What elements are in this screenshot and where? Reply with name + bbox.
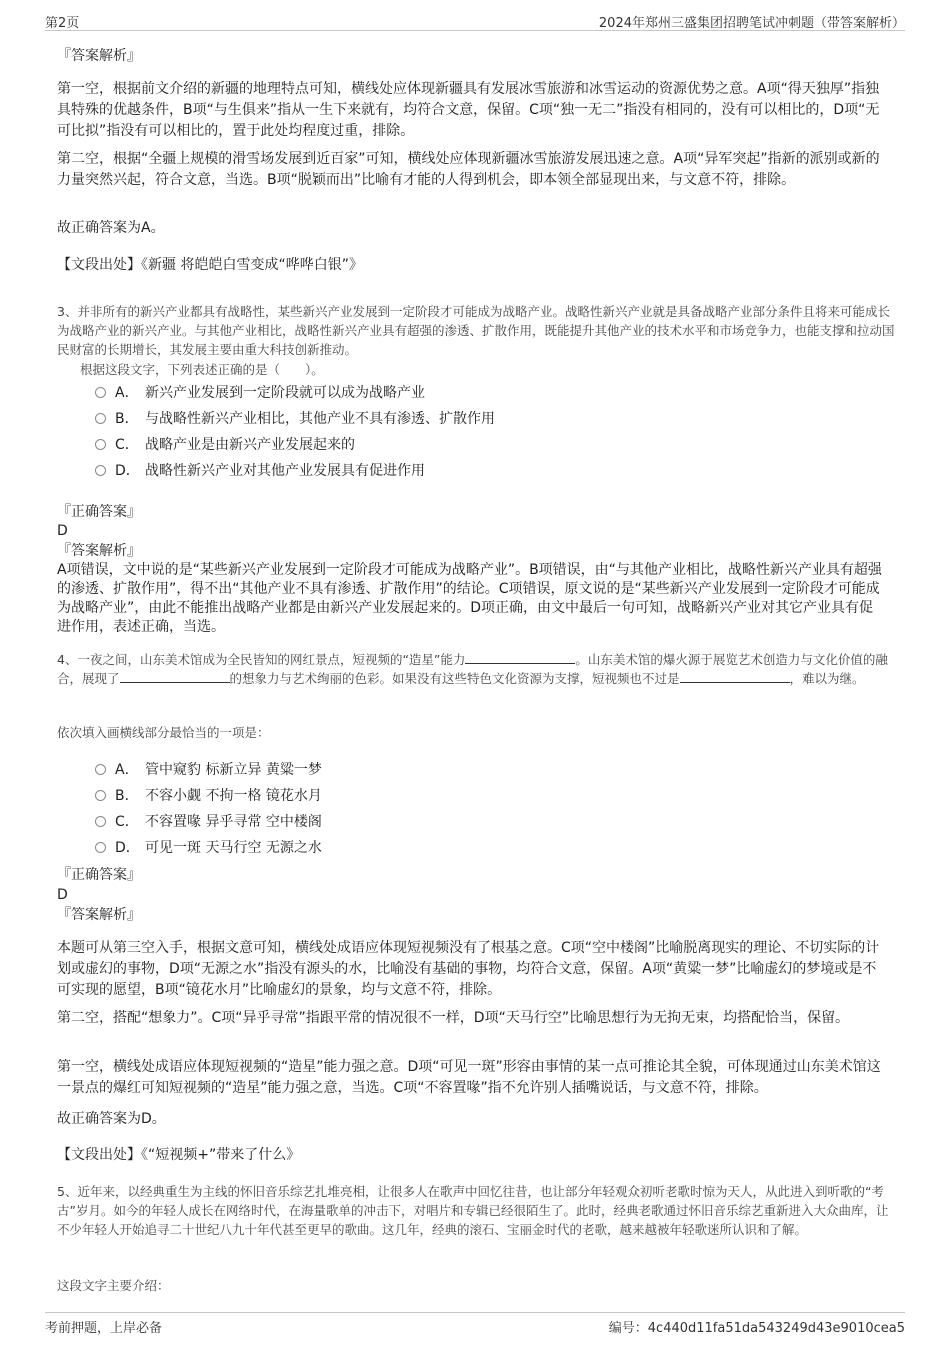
analysis-label: 『答案解析』 xyxy=(57,907,141,923)
page-header xyxy=(45,10,905,31)
page-number: 第2页 xyxy=(45,16,80,31)
radio-icon[interactable] xyxy=(95,764,106,775)
q4-option-c[interactable]: C． 不容置喙 异乎寻常 空中楼阁 xyxy=(95,812,322,832)
radio-icon[interactable] xyxy=(95,816,106,827)
q3-option-d[interactable]: D． 战略性新兴产业对其他产业发展具有促进作用 xyxy=(95,461,425,481)
q3-option-a[interactable]: A． 新兴产业发展到一定阶段就可以成为战略产业 xyxy=(95,383,425,403)
fill-blank xyxy=(120,670,230,683)
analysis-label: 『答案解析』 xyxy=(57,543,141,559)
radio-icon[interactable] xyxy=(95,465,106,476)
source-title: 《新疆 将皑皑白雪变成“哗哗白银”》 xyxy=(141,257,363,273)
q3-option-b[interactable]: B． 与战略性新兴产业相比，其他产业不具有渗透、扩散作用 xyxy=(95,409,495,429)
q4-analysis-p1: 本题可从第三空入手，根据文意可知，横线处成语应体现短视频没有了根基之意。C项“空中楼阁”比喻脱离现实的理论、不切实际的计划或虚幻的事物，D项“无源之水”指没有源头的水，比喻没有基础的事物，均符合文意，保留。A项“黄粱一梦”比喻虚幻的梦境或是不可实现的愿望，B项“镜花水月”比喻虚幻的景象，均与文意不符，排除。 xyxy=(57,940,880,998)
q5-question: 这段文字主要介绍： xyxy=(57,1278,170,1293)
q4-option-b[interactable]: B． 不容小觑 不拘一格 镜花水月 xyxy=(95,786,322,806)
q4-option-d[interactable]: D． 可见一斑 天马行空 无源之水 xyxy=(95,838,322,858)
q3-question: 根据这段文字，下列表述正确的是（ ）。 xyxy=(80,362,324,377)
document-title: 2024年郑州三盛集团招聘笔试冲刺题（带答案解析） xyxy=(598,16,905,31)
q3-passage: 3、并非所有的新兴产业都具有战略性，某些新兴产业发展到一定阶段才可能成为战略产业。战略性新兴产业就是具备战略产业部分条件且将来可能成长为战略产业的新兴产业。与其他产业相比，战略性新兴产业具有超强的渗透、扩散作用，既能提升其他产业的技术水平和市场竞争力，也能支撑和拉动国民财富的长期增长，其发展主要由重大科技创新推动。 xyxy=(57,304,895,357)
analysis-label: 『答案解析』 xyxy=(57,48,141,64)
q4-question: 依次填入画横线部分最恰当的一项是： xyxy=(57,725,270,740)
correct-answer-label: 『正确答案』 xyxy=(57,867,141,883)
radio-icon[interactable] xyxy=(95,387,106,398)
source-label: 【文段出处】 xyxy=(57,257,141,273)
correct-answer-label: 『正确答案』 xyxy=(57,504,141,520)
radio-icon[interactable] xyxy=(95,842,106,853)
q4-passage: 4、一夜之间，山东美术馆成为全民皆知的网红景点，短视频的“造星”能力 。山东美术馆的爆火源于展览艺术创造力与文化价值的融合，展现了 的想象力与艺术绚丽的色彩。如果没有这些特色文化资源为支撑，短视频也不过是 ，难以为继。 xyxy=(57,652,888,686)
radio-icon[interactable] xyxy=(95,413,106,424)
q3-option-c[interactable]: C． 战略产业是由新兴产业发展起来的 xyxy=(95,435,355,455)
q2-analysis-p1: 第一空，根据前文介绍的新疆的地理特点可知，横线处应体现新疆具有发展冰雪旅游和冰雪运动的资源优势之意。A项“得天独厚”指独具特殊的优越条件，B项“与生俱来”指从一生下来就有，均符合文意，保留。C项“独一无二”指没有相同的，没有可以相比的，D项“无可比拟”指没有可以相比的，置于此处均程度过重，排除。 xyxy=(57,81,880,139)
q4-analysis-p2: 第二空，搭配“想象力”。C项“异乎寻常”指跟平常的情况很不一样，D项“天马行空”比喻思想行为无拘无束，均搭配恰当，保留。 xyxy=(57,1010,850,1026)
fill-blank xyxy=(680,670,790,683)
document-code: 编号：4c440d11fa51da543249d43e9010cea5 xyxy=(608,1321,905,1336)
radio-icon[interactable] xyxy=(95,790,106,801)
fill-blank xyxy=(465,651,575,664)
page-footer xyxy=(45,1312,905,1337)
q3-analysis: A项错误，文中说的是“某些新兴产业发展到一定阶段才可能成为战略产业”。B项错误，由“与其他产业相比，战略性新兴产业具有超强的渗透、扩散作用”，得不出“其他产业不具有渗透、扩散作用”的结论。C项错误，原文说的是“某些新兴产业发展到一定阶段才可能成为战略产业”，由此不能推出战略产业都是由新兴产业发展起来的。D项正确，由文中最后一句可知，战略新兴产业对其它产业具有促进作用，表述正确，当选。 xyxy=(57,562,882,635)
radio-icon[interactable] xyxy=(95,439,106,450)
q4-option-a[interactable]: A． 管中窥豹 标新立异 黄粱一梦 xyxy=(95,760,322,780)
q3-correct-answer: D xyxy=(57,523,68,539)
source-title: 《“短视频+”带来了什么》 xyxy=(141,1147,301,1163)
q2-analysis-p2: 第二空，根据“全疆上规模的滑雪场发展到近百家”可知，横线处应体现新疆冰雪旅游发展迅速之意。A项“异军突起”指新的派别或新的力量突然兴起，符合文意，当选。B项“脱颖而出”比喻有才能的人得到机会，即本领全部显现出来，与文意不符，排除。 xyxy=(57,151,880,188)
q2-final-answer: 故正确答案为A。 xyxy=(57,220,165,236)
q4-correct-answer: D xyxy=(57,887,68,903)
source-label: 【文段出处】 xyxy=(57,1147,141,1163)
q5-passage: 5、近年来，以经典重生为主线的怀旧音乐综艺扎堆亮相，让很多人在歌声中回忆往昔，也让部分年轻观众初听老歌时惊为天人，从此进入到听歌的“考古”岁月。如今的年轻人成长在网络时代，在海量歌单的冲击下，对唱片和专辑已经很陌生了。此时，经典老歌通过怀旧音乐综艺重新进入大众曲库，让不少年轻人开始追寻二十世纪八九十年代甚至更早的歌曲。这几年，经典的滚石、宝丽金时代的老歌，越来越被年轻歌迷所认识和了解。 xyxy=(57,1184,889,1237)
q4-final-answer: 故正确答案为D。 xyxy=(57,1111,166,1127)
q2-source xyxy=(57,255,887,276)
footer-slogan: 考前押题，上岸必备 xyxy=(45,1321,163,1336)
q4-analysis-p3: 第一空，横线处成语应体现短视频的“造星”能力强之意。D项“可见一斑”形容由事情的某一点可推论其全貌，可体现通过山东美术馆这一景点的爆红可知短视频的“造星”能力强之意，当选。C项“不容置喙”指不允许别人插嘴说话，与文意不符，排除。 xyxy=(57,1059,881,1096)
q4-source xyxy=(57,1145,887,1166)
